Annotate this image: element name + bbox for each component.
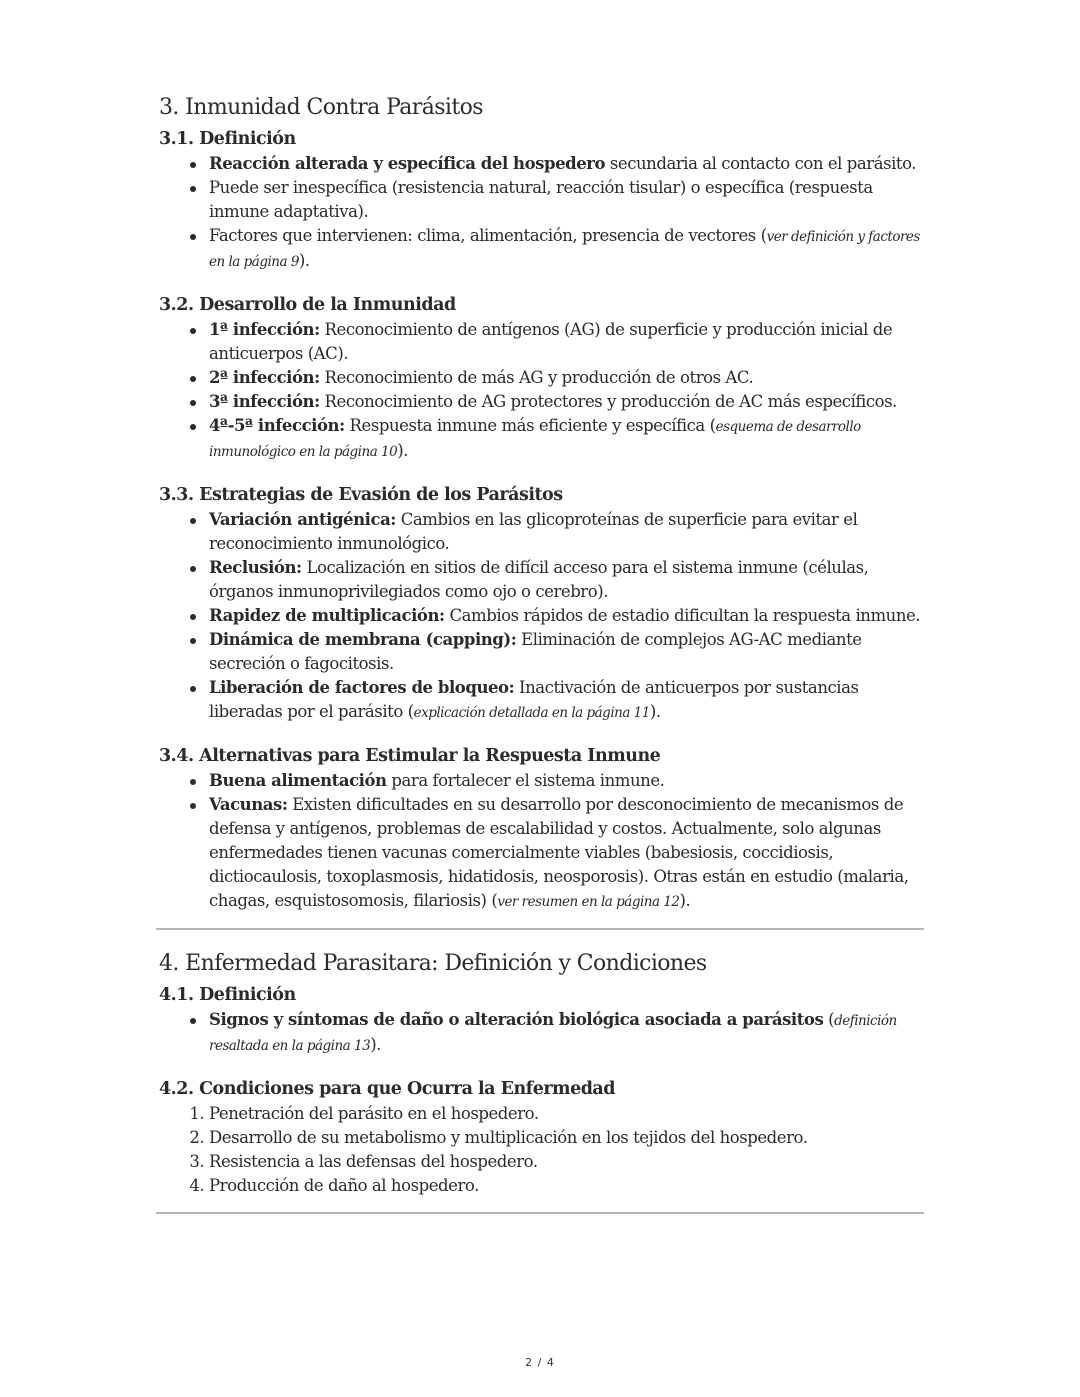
subsection-4-1 [159, 982, 924, 1058]
list-item [209, 414, 924, 464]
subsection-3-2-title: 3.2. Desarrollo de la Inmunidad [159, 295, 456, 315]
list-item [209, 628, 924, 676]
list-item [209, 793, 924, 914]
list-item [209, 318, 924, 366]
item-text: ( [823, 1010, 835, 1029]
item-bold: 4ª-5ª infección: [209, 416, 345, 435]
item-bold: Buena alimentación [209, 771, 387, 790]
list-item [209, 556, 924, 604]
item-text: Cambios rápidos de estadio dificultan la respuesta inmune. [444, 606, 921, 625]
item-text: Puede ser inespecífica (resistencia natural, reacción tisular) o específica (respuesta inmune adaptativa). [209, 178, 873, 221]
item-tail: ). [370, 1035, 381, 1054]
list-item [209, 604, 924, 628]
subsection-3-2 [159, 292, 924, 464]
list-item [209, 176, 924, 224]
document-page [159, 92, 924, 1232]
page-reference-note: explicación detallada en la página 11 [413, 705, 650, 721]
page-reference-note: ver definición y factores en la página 9 [209, 229, 920, 270]
section-3-title: 3. Inmunidad Contra Parásitos [159, 95, 483, 120]
item-text: Reconocimiento de AG protectores y producción de AC más específicos. [319, 392, 897, 411]
list-item: 4. Producción de daño al hospedero. [209, 1174, 924, 1198]
item-text: secundaria al contacto con el parásito. [605, 154, 917, 173]
item-text: Inactivación de anticuerpos por sustancias liberadas por el parásito ( [209, 678, 859, 721]
item-bold: Signos y síntomas de daño o alteración biológica asociada a parásitos [209, 1010, 824, 1029]
item-text: Existen dificultades en su desarrollo por desconocimiento de mecanismos de defensa y antígenos, problemas de escalabilidad y costos. Actualmente, solo algunas enfermedades tienen vacunas comercialmente viables (babesiosis, coccidiosis, dictiocaulosis, toxoplasmosis, hidatidosis, neosporosis). Otras están en estudio (malaria, chagas, esquistosomosis, filariosis) ( [209, 795, 909, 910]
immune-alternatives-list [159, 769, 924, 914]
subsection-3-4-title: 3.4. Alternativas para Estimular la Respuesta Inmune [159, 746, 661, 766]
item-bold: 3ª infección: [209, 392, 320, 411]
item-bold: Reacción alterada y específica del hospedero [209, 154, 606, 173]
list-item: 2. Desarrollo de su metabolismo y multiplicación en los tejidos del hospedero. [209, 1126, 924, 1150]
item-bold: Variación antigénica: [209, 510, 396, 529]
page-reference-note: ver resumen en la página 12 [497, 894, 680, 910]
subsection-3-1 [159, 126, 924, 274]
subsection-4-1-title: 4.1. Definición [159, 985, 296, 1005]
item-tail: ). [649, 702, 661, 721]
item-text: para fortalecer el sistema inmune. [386, 771, 665, 790]
item-tail: ). [397, 441, 409, 460]
list-item [209, 152, 924, 176]
item-bold: Reclusión: [209, 558, 302, 577]
page-reference-note: esquema de desarrollo inmunológico en la página 10 [209, 419, 861, 460]
list-item: 3. Resistencia a las defensas del hospedero. [209, 1150, 924, 1174]
subsection-3-1-title: 3.1. Definición [159, 129, 296, 149]
item-tail: ). [679, 891, 691, 910]
item-text: Factores que intervienen: clima, alimentación, presencia de vectores ( [209, 226, 767, 245]
subsection-4-2-title: 4.2. Condiciones para que Ocurra la Enfermedad [159, 1079, 616, 1099]
disease-conditions-list [159, 1102, 924, 1198]
item-text: Eliminación de complejos AG-AC mediante secreción o fagocitosis. [209, 630, 862, 673]
item-tail: ). [298, 251, 310, 270]
item-text: Respuesta inmune más eficiente y específica ( [344, 416, 716, 435]
subsection-4-2 [159, 1076, 924, 1198]
item-text: Localización en sitios de difícil acceso para el sistema inmune (células, órganos inmunoprivilegiados como ojo o cerebro). [209, 558, 869, 601]
infection-list [159, 318, 924, 464]
list-item [209, 769, 924, 793]
list-item [209, 224, 924, 274]
page-reference-note: definición resaltada en la página 13 [209, 1013, 897, 1054]
list-item [209, 508, 924, 556]
item-bold: Rapidez de multiplicación: [209, 606, 445, 625]
item-bold: 1ª infección: [209, 320, 320, 339]
list-item [209, 366, 924, 390]
subsection-3-3-title: 3.3. Estrategias de Evasión de los Parásitos [159, 485, 563, 505]
section-divider [156, 1212, 924, 1214]
evasion-strategies-list [159, 508, 924, 725]
item-text: Reconocimiento de antígenos (AG) de superficie y producción inicial de anticuerpos (AC). [209, 320, 893, 363]
subsection-3-4 [159, 743, 924, 914]
section-4-title: 4. Enfermedad Parasitara: Definición y Condiciones [159, 951, 707, 976]
list-item [209, 1008, 924, 1058]
page-indicator: 2 / 4 [525, 1356, 555, 1369]
item-text: Cambios en las glicoproteínas de superficie para evitar el reconocimiento inmunológico. [209, 510, 858, 553]
item-bold: Vacunas: [209, 795, 288, 814]
item-bold: Dinámica de membrana (capping): [209, 630, 517, 649]
list-item [209, 390, 924, 414]
item-text: Reconocimiento de más AG y producción de otros AC. [319, 368, 754, 387]
list-item [209, 676, 924, 725]
disease-definition-list [159, 1008, 924, 1058]
subsection-3-3 [159, 482, 924, 725]
list-item: 1. Penetración del parásito en el hospedero. [209, 1102, 924, 1126]
item-bold: 2ª infección: [209, 368, 320, 387]
definition-list [159, 152, 924, 274]
item-bold: Liberación de factores de bloqueo: [209, 678, 515, 697]
section-divider [156, 928, 924, 930]
